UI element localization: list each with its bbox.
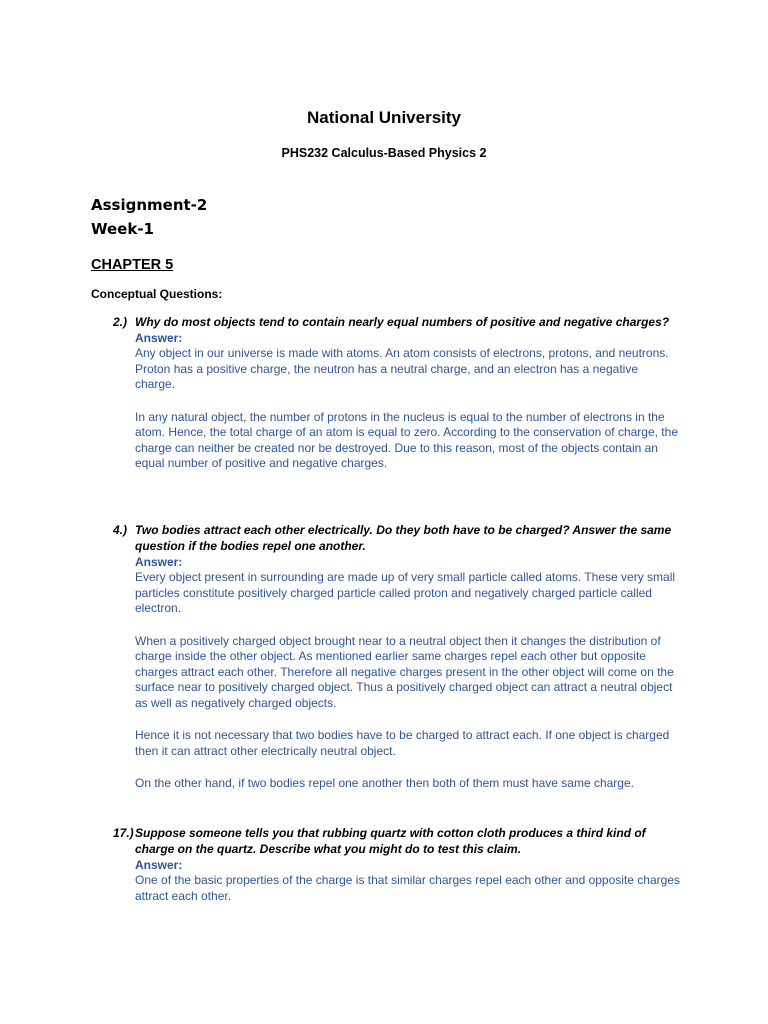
answer-label: Answer:: [135, 555, 183, 569]
question-block-2: [91, 314, 681, 472]
question-number: 4.): [113, 523, 128, 537]
answer-paragraph: Any object in our universe is made with atoms. An atom consists of electrons, protons, and neutrons. Proton has a positive charge, the neutron has a neutral charge, and an electron has a negative charge.: [135, 346, 669, 391]
answer-label: Answer:: [135, 331, 183, 345]
question-block-4: [91, 522, 681, 792]
chapter-heading: CHAPTER 5: [91, 257, 174, 273]
question-block-17: [91, 825, 681, 904]
university-title: National University: [307, 108, 461, 127]
answer-paragraph: One of the basic properties of the charge is that similar charges repel each other and opposite charges attract each other.: [135, 873, 680, 903]
assignment-heading: [91, 193, 207, 241]
question-text: Why do most objects tend to contain nearly equal numbers of positive and negative charges?: [135, 315, 670, 329]
question-number: 17.): [113, 826, 134, 840]
answer-label: Answer:: [135, 858, 183, 872]
course-title: PHS232 Calculus-Based Physics 2: [281, 146, 487, 160]
answer-paragraph: Hence it is not necessary that two bodies have to be charged to attract each. If one object is charged then it can attract other electrically neutral object.: [135, 728, 670, 758]
answer-paragraph: In any natural object, the number of protons in the nucleus is equal to the number of electrons in the atom. Hence, the total charge of an atom is equal to zero. According to the conservation of charge, the charge can neither be created nor be destroyed. Due to this reason, most of the objects contain an equal number of positive and negative charges.: [135, 409, 678, 470]
assignment-label: Assignment-2: [91, 196, 208, 214]
answer-paragraph: On the other hand, if two bodies repel one another then both of them must have same charge.: [135, 776, 634, 790]
answer-paragraph: Every object present in surrounding are made up of very small particle called atoms. These very small particles constitute positively charged particle called proton and negatively charged particle called electron.: [135, 570, 676, 615]
question-text: Two bodies attract each other electrically. Do they both have to be charged? Answer the same question if the bodies repel one another.: [135, 523, 672, 553]
week-label: Week-1: [91, 220, 154, 238]
question-number: 2.): [113, 315, 128, 329]
question-text: Suppose someone tells you that rubbing quartz with cotton cloth produces a third kind of charge on the quartz. Describe what you might do to test this claim.: [135, 826, 646, 856]
section-heading: Conceptual Questions:: [91, 287, 223, 301]
answer-paragraph: When a positively charged object brought near to a neutral object then it changes the distribution of charge inside the other object. As mentioned earlier same charges repel each other but opposite charges attract each other. Therefore all negative charges present in the other object will come on the surface near to positively charged object. Thus a positively charged object can attract a neutral object as well as negatively charged objects.: [135, 633, 674, 710]
